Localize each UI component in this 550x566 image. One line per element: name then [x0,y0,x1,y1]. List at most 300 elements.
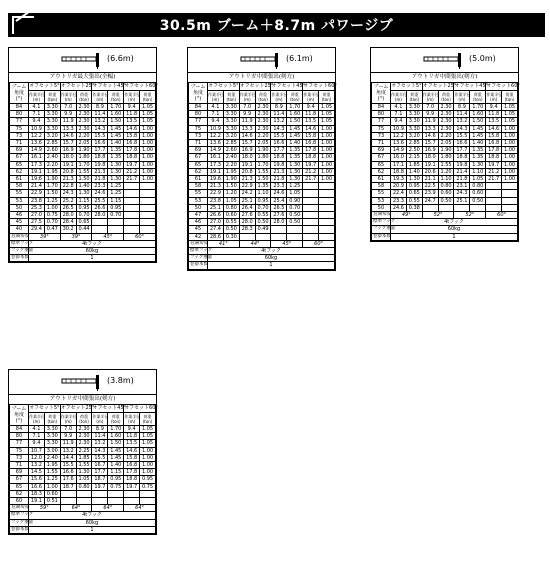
table-cell: 13.6 [390,140,406,147]
table-cell: 9.4 [124,426,140,433]
table-cell: 0.65 [406,190,422,197]
table-cell [271,226,287,233]
table-cell: 23.3 [92,183,108,190]
load-table [9,404,156,534]
table-cell: 3.30 [223,111,239,118]
table-cell: 0.55 [223,219,239,226]
table-cell: 21.3 [207,183,223,190]
table-row [189,190,335,197]
table-cell: 2.30 [438,125,454,132]
table-cell: 17.7 [454,147,470,154]
table-row [372,125,518,132]
table-cell: 25.3 [28,204,44,211]
load-header: 荷重 (ton) [406,91,422,104]
radius-header: 作業半径 (m) [486,91,503,102]
hook-weight-value: 60kg [390,226,517,233]
table-cell [92,498,108,505]
table-cell: 21.7 [486,176,502,183]
table-row [10,168,156,175]
table-cell: 0.70 [76,212,92,219]
table-cell: 2.05 [255,140,271,147]
table-cell: 1.00 [140,125,156,132]
table-cell: 0.95 [140,476,156,483]
table-cell: 47 [189,212,208,219]
table-cell: 1.85 [406,161,422,168]
table-cell: 1.15 [76,197,92,204]
table-cell: 25.1 [207,204,223,211]
table-cell: 19.7 [124,483,140,490]
table-cell: 0.75 [140,483,156,490]
table-cell: 2.40 [44,154,60,161]
table-cell: 1.05 [140,111,156,118]
table-cell: 11.8 [124,111,140,118]
table-cell: 3.30 [406,125,422,132]
table-cell: 80 [372,111,391,118]
table-cell: 13.3 [239,125,255,132]
table-cell: 10.9 [207,125,223,132]
table-cell: 19.8 [92,161,108,168]
parts-of-line-value: 1 [28,255,155,262]
limit-angle-label: 危険角度 [11,233,29,239]
panel-header [9,48,156,72]
table-cell: 13.5 [124,440,140,447]
table-cell: 8.9 [271,104,287,111]
standard-hook-row [10,512,156,519]
table-cell: 1.00 [140,462,156,469]
table-row [372,161,518,168]
table-cell [319,204,335,211]
table-cell: 2.15 [406,154,422,161]
table-cell [486,190,502,197]
table-cell: 1.45 [470,125,486,132]
table-cell: 1.55 [76,168,92,175]
table-cell: 30.2 [60,226,76,233]
limit-angle-value: 64° [92,505,124,512]
table-cell: 10.9 [390,125,406,132]
parts-of-line-value: 1 [28,526,155,533]
table-cell: 1.30 [108,168,124,175]
offset-header: オフセット45° [92,405,127,411]
table-row [189,197,335,204]
table-cell: 42 [189,233,208,240]
table-cell: 18.8 [124,154,140,161]
table-row [189,147,335,154]
table-cell: 22.4 [390,190,406,197]
table-row [189,140,335,147]
table-cell: 1.80 [76,154,92,161]
table-cell: 67 [10,476,29,483]
table-cell: 13.5 [303,118,319,125]
table-cell: 1.20 [223,190,239,197]
table-cell [140,197,156,204]
table-cell: 16.8 [124,140,140,147]
table-cell: 1.70 [287,104,303,111]
table-cell: 16.6 [92,140,108,147]
table-cell: 13.5 [486,118,502,125]
table-cell: 1.95 [223,168,239,175]
table-cell: 2.85 [406,140,422,147]
table-row [10,469,156,476]
table-cell [124,190,140,197]
table-cell: 2.85 [44,140,60,147]
table-cell: 19.6 [207,176,223,183]
table-cell: 55 [189,190,208,197]
table-cell: 13.6 [28,140,44,147]
table-cell: 4.1 [207,104,223,111]
radius-header: 作業半径 (m) [422,91,439,102]
hook-weight-row [10,248,156,255]
table-cell: 16.6 [454,140,470,147]
table-cell: 28.0 [92,212,108,219]
table-cell: 1.00 [502,154,518,161]
table-cell: 8.9 [92,426,108,433]
table-cell: 1.50 [44,190,60,197]
table-cell: 1.35 [108,154,124,161]
table-cell [319,233,335,240]
table-cell: 62 [10,490,29,497]
load-header: 荷重 (ton) [438,91,454,104]
table-cell: 27.6 [239,212,255,219]
table-cell: 24.6 [271,190,287,197]
table-cell: 1.90 [255,147,271,154]
table-row [372,168,518,175]
limit-angle-value: 60° [124,233,156,240]
table-cell [76,498,92,505]
table-cell: 9.4 [390,118,406,125]
table-cell: 1.70 [108,104,124,111]
table-row [10,204,156,211]
table-cell [422,204,438,211]
table-row [189,212,335,219]
table-cell: 1.00 [140,454,156,461]
limit-angle-label: 危険角度 [190,240,208,246]
table-cell: 16.8 [486,140,502,147]
table-cell: 7.1 [390,111,406,118]
table-cell: 1.90 [76,147,92,154]
table-cell [319,183,335,190]
jib-reach-label: (5.0m) [469,54,496,63]
table-cell: 1.00 [502,140,518,147]
table-cell: 1.00 [319,168,335,175]
table-cell: 62 [372,168,391,175]
table-row [10,212,156,219]
table-cell: 19.7 [486,161,502,168]
table-cell: 3.00 [44,447,60,454]
table-cell [92,226,108,233]
boom-jib-icon [240,51,282,69]
limit-angle-value: 45° [271,240,303,247]
table-cell [76,490,92,497]
table-cell: 19.7 [124,161,140,168]
table-cell: 1.00 [319,161,335,168]
table-cell: 2.30 [255,111,271,118]
table-cell: 1.40 [108,140,124,147]
outrigger-caption: アウトリガ最大張出(全幅) [9,72,156,82]
table-cell [239,233,255,240]
radius-header: 作業半径 (m) [28,91,45,102]
table-cell [502,204,518,211]
table-cell: 2.20 [438,132,454,139]
table-cell: 2.25 [76,447,92,454]
table-cell: 19.1 [60,161,76,168]
table-cell: 14.3 [271,125,287,132]
table-cell: 0.95 [255,197,271,204]
radius-header: 作業半径 (m) [390,91,407,102]
jib-reach-label: (6.1m) [286,54,313,63]
table-cell: 84 [10,104,29,111]
table-cell: 0.38 [406,204,422,211]
parts-of-line-row [10,255,156,262]
limit-angle-label: 危険角度 [373,212,391,218]
offset-header: オフセット45° [271,83,306,89]
table-cell: 55 [372,190,391,197]
table-cell: 23.8 [207,197,223,204]
table-cell: 1.05 [140,104,156,111]
table-cell: 15.8 [486,132,502,139]
table-cell: 1.35 [255,183,271,190]
table-cell: 71 [372,140,391,147]
table-cell: 0.55 [406,197,422,204]
table-cell: 1.05 [140,433,156,440]
table-cell: 28.3 [239,226,255,233]
table-cell [303,212,319,219]
table-cell: 21.7 [124,176,140,183]
table-cell: 65 [10,483,29,490]
table-cell: 0.95 [108,476,124,483]
offset-header: オフセット25° [239,83,274,89]
table-cell: 16.0 [390,154,406,161]
table-cell [319,226,335,233]
table-cell: 2.30 [76,111,92,118]
table-cell [303,183,319,190]
table-row [372,190,518,197]
table-cell: 1.00 [140,161,156,168]
table-row [189,176,335,183]
table-cell: 18.8 [92,154,108,161]
table-cell [502,190,518,197]
table-row [372,140,518,147]
table-cell: 1.05 [502,104,518,111]
table-cell: 13.3 [422,125,438,132]
table-cell: 2.40 [223,154,239,161]
table-cell: 1.00 [502,161,518,168]
offset-header: オフセット60° [303,83,337,89]
table-cell: 20.6 [422,168,438,175]
table-cell: 0.80 [76,483,92,490]
limit-angle-value: 41° [207,240,239,247]
standard-hook-label: 標準フック [373,219,396,225]
table-cell: 67 [189,154,208,161]
table-row [189,183,335,190]
table-cell: 18.7 [92,476,108,483]
table-cell: 1.05 [140,426,156,433]
table-cell: 55 [10,190,29,197]
table-cell: 29.4 [28,226,44,233]
table-cell: 0.60 [438,190,454,197]
table-cell [140,490,156,497]
table-cell: 14.4 [60,454,76,461]
standard-hook-value: 4tフック [207,248,334,255]
table-cell: 24.6 [92,190,108,197]
table-row [10,447,156,454]
table-cell: 15.5 [454,132,470,139]
table-cell: 1.00 [319,132,335,139]
table-cell: 9.4 [486,104,502,111]
table-cell: 0.51 [44,498,60,505]
table-cell: 3.30 [44,440,60,447]
hook-weight-row [10,519,156,526]
radius-header: 作業半径 (m) [124,91,141,102]
table-cell: 1.35 [470,147,486,154]
table-row [372,197,518,204]
table-cell: 77 [10,440,29,447]
table-cell: 16.1 [28,154,44,161]
table-cell: 1.05 [319,104,335,111]
table-row [189,125,335,132]
table-row [189,154,335,161]
table-cell: 11.8 [303,111,319,118]
table-cell: 0.70 [287,204,303,211]
table-cell [124,197,140,204]
standard-hook-row [372,219,518,226]
table-cell: 40 [10,226,29,233]
table-cell: 0.65 [76,219,92,226]
table-cell: 1.00 [140,176,156,183]
table-cell: 80 [10,111,29,118]
load-header: 荷重 (ton) [76,413,92,426]
table-cell [470,204,486,211]
table-cell: 1.35 [470,154,486,161]
hook-weight-value: 60kg [28,248,155,255]
standard-hook-label: 標準フック [11,512,34,518]
jib-reach-label: (3.8m) [107,376,134,385]
table-cell: 15.8 [303,132,319,139]
table-row [10,440,156,447]
table-cell: 1.45 [287,125,303,132]
table-cell: 67 [10,154,29,161]
offset-header: オフセット5° [29,405,60,411]
table-cell: 8.9 [92,104,108,111]
table-cell: 24.3 [454,190,470,197]
table-row [372,132,518,139]
table-cell: 20.8 [60,168,76,175]
offset-header: オフセット25° [422,83,457,89]
table-cell: 53 [10,197,29,204]
table-cell: 18.3 [28,490,44,497]
table-cell: 1.00 [502,147,518,154]
parts-of-line-row [189,262,335,269]
table-cell: 1.30 [287,161,303,168]
table-cell: 1.95 [44,168,60,175]
table-row [189,226,335,233]
table-cell: 14.5 [28,469,44,476]
radius-header: 作業半径 (m) [239,91,256,102]
table-cell: 14.6 [422,132,438,139]
table-cell: 16.6 [60,469,76,476]
radius-header: 作業半径 (m) [28,413,45,424]
table-cell: 53 [189,197,208,204]
table-cell: 1.45 [108,125,124,132]
table-cell: 22.9 [239,183,255,190]
table-cell: 2.20 [223,161,239,168]
table-row [189,104,335,111]
load-chart-panel [370,47,519,242]
table-cell: 69 [372,147,391,154]
table-cell [287,233,303,240]
table-cell: 2.05 [438,140,454,147]
table-cell: 2.30 [438,111,454,118]
table-cell: 75 [10,125,29,132]
table-row [10,219,156,226]
table-cell: 2.40 [44,454,60,461]
table-cell: 13.2 [28,462,44,469]
boom-jib-icon [61,51,103,69]
table-cell: 14.3 [92,125,108,132]
table-cell: 15.7 [60,140,76,147]
table-cell: 1.80 [438,154,454,161]
table-cell: 1.25 [44,197,60,204]
table-cell: 12.2 [390,132,406,139]
boom-jib-icon [423,51,465,69]
table-row [10,111,156,118]
table-cell: 1.25 [287,183,303,190]
table-cell: 1.25 [108,183,124,190]
table-cell: 21.2 [486,168,502,175]
hook-weight-label: フック重量 [11,248,34,254]
load-chart-panel [187,47,336,271]
table-cell: 1.50 [470,118,486,125]
table-cell: 21.2 [124,168,140,175]
table-row [10,190,156,197]
radius-header: 作業半径 (m) [92,91,109,102]
table-cell: 16.8 [124,462,140,469]
table-cell: 17.8 [303,147,319,154]
table-cell [255,233,271,240]
parts-of-line-value: 1 [207,262,334,269]
table-row [10,104,156,111]
boom-angle-header: ブーム 角度 (°) [372,83,391,104]
table-cell: 69 [10,147,29,154]
table-cell: 7.0 [60,426,76,433]
hook-weight-value: 60kg [207,255,334,262]
table-cell: 11.9 [60,440,76,447]
table-cell: 1.05 [470,176,486,183]
table-cell: 2.60 [223,147,239,154]
table-cell: 73 [10,454,29,461]
table-cell: 17.3 [28,161,44,168]
table-cell: 0.80 [470,183,486,190]
radius-header: 作業半径 (m) [271,91,288,102]
table-cell: 80 [189,111,208,118]
radius-header: 作業半径 (m) [92,413,109,424]
radius-header: 作業半径 (m) [124,413,141,424]
boom-jib-icon [61,373,103,391]
table-cell: 19.7 [303,161,319,168]
table-cell: 67 [372,154,391,161]
table-cell: 1.05 [319,111,335,118]
table-cell [124,204,140,211]
limit-angle-value: 45° [92,233,124,240]
table-cell: 73 [189,132,208,139]
table-cell: 1.80 [255,154,271,161]
table-cell: 3.30 [223,118,239,125]
boom-angle-header: ブーム 角度 (°) [10,83,29,104]
table-cell: 1.45 [108,447,124,454]
table-cell: 0.80 [438,183,454,190]
table-cell: 1.30 [287,168,303,175]
table-cell: 18.0 [60,154,76,161]
table-cell: 27.5 [28,219,44,226]
